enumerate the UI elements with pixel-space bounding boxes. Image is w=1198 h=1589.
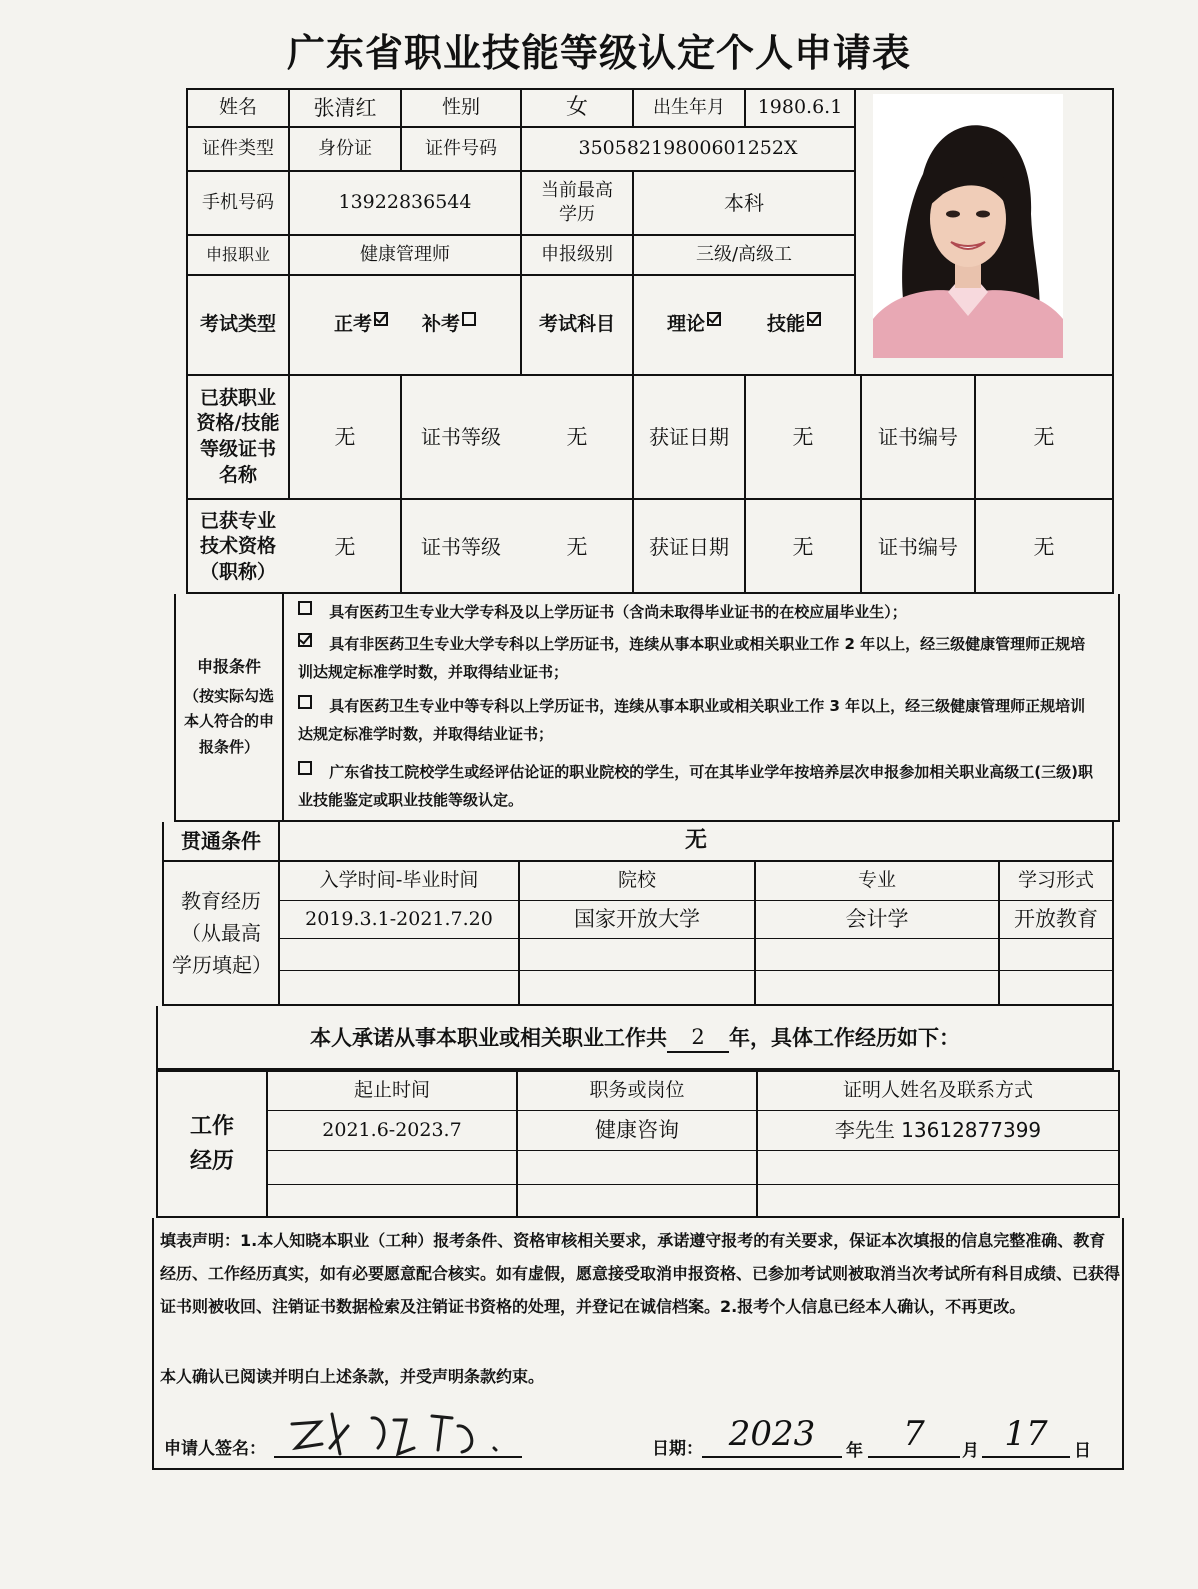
checkbox-empty-icon[interactable] <box>462 312 476 326</box>
conditions-sublabel: （按实际勾选本人符合的申报条件） <box>183 686 274 756</box>
date-day: 17 <box>982 1414 1070 1458</box>
exam-type-options <box>290 276 520 374</box>
signature-row <box>164 1404 1114 1466</box>
edu-row1-period: 2019.3.1-2021.7.20 <box>305 907 493 930</box>
applicant-photo <box>873 94 1063 358</box>
cert-number-label: 证书编号 <box>878 424 958 449</box>
conditions-label: 申报条件 <box>196 656 261 676</box>
id-type-value: 身份证 <box>318 137 372 159</box>
id-number-value: 35058219800601252X <box>578 137 798 160</box>
birth-value: 1980.6.1 <box>757 96 843 119</box>
education-label: 教育经历（从最高学历填起） <box>172 889 272 977</box>
form-title: 广东省职业技能等级认定个人申请表 <box>286 31 911 75</box>
work-row1-position: 健康咨询 <box>595 1118 679 1143</box>
job-value: 健康管理师 <box>360 243 450 265</box>
handwritten-signature <box>282 1404 522 1464</box>
commitment-years: 2 <box>667 1023 729 1053</box>
checkbox-checked-icon[interactable] <box>807 312 821 326</box>
cert-grade-label: 证书等级 <box>421 424 501 449</box>
conditions-label-cell <box>176 596 282 820</box>
level-label: 申报级别 <box>541 243 613 265</box>
through-value: 无 <box>684 828 707 854</box>
commitment-text: 本人承诺从事本职业或相关职业工作共 2 年，具体工作经历如下： <box>158 1006 1112 1070</box>
exam-regular-option[interactable]: 正考 <box>334 312 388 338</box>
cert-date-value: 无 <box>792 424 814 449</box>
edu-header-period: 入学时间-毕业时间 <box>319 869 479 892</box>
date-year: 2023 <box>702 1414 842 1458</box>
month-unit: 月 <box>962 1441 979 1461</box>
date-label: 日期： <box>652 1439 703 1459</box>
id-type-label: 证件类型 <box>202 137 274 159</box>
job-label: 申报职业 <box>205 245 270 265</box>
checkbox-empty-icon[interactable] <box>298 601 312 615</box>
edu-row1-mode: 开放教育 <box>1014 907 1098 932</box>
exam-type-label: 考试类型 <box>199 313 276 336</box>
edu-row1-school: 国家开放大学 <box>574 907 700 932</box>
work-header-position: 职务或岗位 <box>589 1079 685 1102</box>
date-month: 7 <box>868 1414 960 1458</box>
cert-title-date-value: 无 <box>792 534 814 559</box>
cert-title-name: 无 <box>334 534 356 559</box>
condition-item-4[interactable]: 广东省技工院校学生或经评估论证的职业院校的学生，可在其毕业学年按培养层次申报参加相关职业高级工(三级)职业技能鉴定或职业技能等级认定。 <box>298 758 1098 814</box>
phone-value: 13922836544 <box>338 191 472 214</box>
cert-qualification-name: 无 <box>334 424 356 449</box>
checkbox-checked-icon[interactable] <box>374 312 388 326</box>
checkbox-empty-icon[interactable] <box>298 695 312 709</box>
cert-title-grade-label: 证书等级 <box>421 534 501 559</box>
edu-header-school: 院校 <box>617 869 656 892</box>
phone-label: 手机号码 <box>202 191 274 213</box>
cert-title-number-label: 证书编号 <box>878 534 958 559</box>
through-label: 贯通条件 <box>181 828 261 853</box>
portrait-image <box>873 94 1063 358</box>
name-label: 姓名 <box>218 96 257 119</box>
cert-title-date-label: 获证日期 <box>649 534 729 559</box>
cert-title-grade-value: 无 <box>566 534 588 559</box>
id-number-label: 证件号码 <box>425 137 497 159</box>
gender-label: 性别 <box>441 96 480 119</box>
subject-theory-option[interactable]: 理论 <box>667 312 721 338</box>
level-value: 三级/高级工 <box>695 243 793 265</box>
exam-subject-options <box>634 276 854 374</box>
exam-makeup-option[interactable]: 补考 <box>422 312 476 338</box>
checkbox-checked-icon[interactable] <box>707 312 721 326</box>
gender-value: 女 <box>565 95 588 121</box>
declaration-confirm: 本人确认已阅读并明白上述条款，并受声明条款约束。 <box>160 1367 545 1386</box>
exam-subject-label: 考试科目 <box>538 313 615 336</box>
declaration-text: 填表声明：1.本人知晓本职业（工种）报考条件、资格审核相关要求，承诺遵守报考的有关要求，保证本次填报的信息完整准确、教育经历、工作经历真实，如有必要愿意配合核实。如有虚假，愿意接受取消申报资格、已参加考试则被取消当次考试所有科目成绩、已获得证书则被收回、注销证书数据检索及注销证书资格的处理，并登记在诚信档案。2.报考个人信息已经本人确认，不再更改。 <box>160 1231 1121 1316</box>
education-level-label: 当前最高学历 <box>541 179 613 225</box>
cert-grade-value: 无 <box>566 424 588 449</box>
work-label: 工作经历 <box>189 1113 234 1174</box>
checkbox-empty-icon[interactable] <box>298 761 312 775</box>
edu-header-major: 专业 <box>857 869 896 892</box>
work-row1-period: 2021.6-2023.7 <box>322 1118 462 1141</box>
edu-header-mode: 学习形式 <box>1017 869 1094 892</box>
condition-item-3[interactable]: 具有医药卫生专业中等专科以上学历证书，连续从事本职业或相关职业工作 3 年以上，经三级健康管理师正规培训达规定标准学时数，并取得结业证书； <box>298 692 1098 748</box>
cert-number-value: 无 <box>1033 424 1055 449</box>
work-row1-reference: 李先生 13612877399 <box>834 1118 1042 1142</box>
edu-row1-major: 会计学 <box>845 907 909 932</box>
work-header-reference: 证明人姓名及联系方式 <box>842 1079 1033 1102</box>
condition-item-2[interactable]: 具有非医药卫生专业大学专科以上学历证书，连续从事本职业或相关职业工作 2 年以上，经三级健康管理师正规培训达规定标准学时数，并取得结业证书； <box>298 630 1098 686</box>
subject-skill-option[interactable]: 技能 <box>767 312 821 338</box>
checkbox-checked-icon[interactable] <box>298 633 312 647</box>
year-unit: 年 <box>846 1441 863 1461</box>
day-unit: 日 <box>1074 1441 1091 1461</box>
condition-item-1[interactable]: 具有医药卫生专业大学专科及以上学历证书（含尚未取得毕业证书的在校应届毕业生）； <box>298 598 1098 626</box>
cert-qualification-label: 已获职业资格/技能等级证书名称 <box>196 386 280 486</box>
signature-label: 申请人签名： <box>164 1439 266 1459</box>
cert-title-number-value: 无 <box>1033 534 1055 559</box>
work-header-period: 起止时间 <box>353 1079 430 1102</box>
name-value: 张清红 <box>313 95 377 120</box>
cert-date-label: 获证日期 <box>649 424 729 449</box>
education-level-value: 本科 <box>724 190 764 215</box>
cert-title-label: 已获专业技术资格（职称） <box>199 509 276 583</box>
birth-label: 出生年月 <box>653 96 725 118</box>
